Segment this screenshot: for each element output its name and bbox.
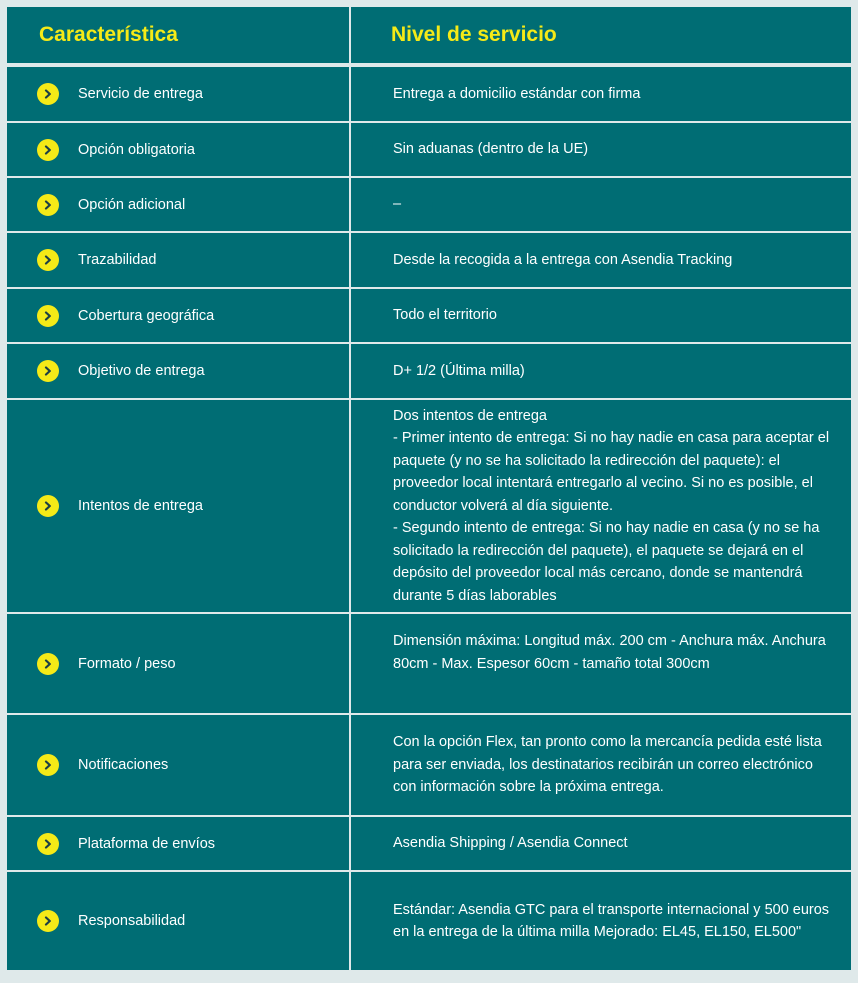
- chevron-right-icon: [37, 653, 59, 675]
- table-row: [7, 344, 851, 398]
- value-text: Sin aduanas (dentro de la UE): [393, 141, 589, 158]
- feature-label: Cobertura geográfica: [78, 307, 215, 324]
- feature-label: Opción adicional: [78, 196, 186, 213]
- table-row: [7, 872, 851, 970]
- feature-cell: [7, 400, 349, 612]
- chevron-right-icon: [37, 833, 59, 855]
- chevron-right-icon: [37, 249, 59, 271]
- table-row: [7, 233, 851, 287]
- feature-label: Opción obligatoria: [78, 141, 195, 158]
- header-service-level-label: Nivel de servicio: [391, 23, 557, 46]
- feature-cell: [7, 817, 349, 870]
- feature-cell: [7, 233, 349, 287]
- feature-label: Responsabilidad: [78, 913, 186, 929]
- value-text: Con la opción Flex, tan pronto como la mercancía pedida esté lista para ser enviada, los destinatarios recibirán un correo electrónico con información sobre la próxima entrega.: [393, 734, 822, 796]
- feature-cell: [7, 715, 349, 815]
- feature-label: Objetivo de entrega: [78, 363, 205, 379]
- table-row: [7, 289, 851, 342]
- chevron-right-icon: [37, 754, 59, 776]
- value-text: Desde la recogida a la entrega con Asendia Tracking: [393, 251, 733, 268]
- chevron-right-icon: [37, 910, 59, 932]
- service-table: [7, 7, 851, 970]
- feature-label: Notificaciones: [78, 757, 169, 773]
- value-cell: [351, 872, 851, 970]
- value-cell: [351, 400, 851, 612]
- chevron-right-icon: [37, 83, 59, 105]
- value-cell: [351, 715, 851, 815]
- value-text: Dos intentos de entrega - Primer intento de entrega: Si no hay nadie en casa para aceptar el paquete (y no se ha solicitado la redirección del paquete): el proveedor local intentará entregarlo al vecino. Si no es posible, el conductor volverá al día siguiente. - Segundo intento de entrega: Si no hay nadie en casa (y no se ha solicitado la redirección del paquete), el paquete se dejará en el depósito del proveedor local más cercano, donde se mantendrá durante 5 días laborables: [393, 407, 830, 604]
- value-text: Estándar: Asendia GTC para el transporte internacional y 500 euros en la entrega de la última milla Mejorado: EL45, EL150, EL500": [393, 901, 830, 940]
- feature-cell: [7, 344, 349, 398]
- chevron-right-icon: [37, 194, 59, 216]
- feature-cell: [7, 289, 349, 342]
- feature-label: Formato / peso: [78, 655, 176, 672]
- value-cell: [351, 123, 851, 176]
- table-row: [7, 123, 851, 176]
- header-feature: [7, 7, 349, 63]
- chevron-right-icon: [37, 360, 59, 382]
- value-cell: [351, 344, 851, 398]
- feature-label: Trazabilidad: [78, 252, 157, 268]
- chevron-right-icon: [37, 495, 59, 517]
- value-text: D+ 1/2 (Última milla): [393, 362, 525, 379]
- table-row: [7, 715, 851, 815]
- feature-cell: [7, 123, 349, 176]
- table-row: [7, 67, 851, 121]
- feature-label: Servicio de entrega: [78, 86, 203, 102]
- value-text: Entrega a domicilio estándar con firma: [393, 85, 641, 102]
- table-header: [7, 7, 851, 63]
- value-cell: [351, 817, 851, 870]
- value-cell: [351, 289, 851, 342]
- value-cell: [351, 178, 851, 231]
- feature-label: Intentos de entrega: [78, 498, 203, 514]
- table-row: [7, 614, 851, 713]
- chevron-right-icon: [37, 305, 59, 327]
- header-feature-label: Característica: [39, 23, 178, 46]
- feature-cell: [7, 614, 349, 713]
- table-row: [7, 178, 851, 231]
- feature-cell: [7, 872, 349, 970]
- value-cell: [351, 614, 851, 713]
- value-text: Asendia Shipping / Asendia Connect: [393, 835, 628, 852]
- table-row: [7, 400, 851, 612]
- table-row: [7, 817, 851, 870]
- value-text: Todo el territorio: [393, 307, 497, 324]
- value-text: –: [393, 196, 402, 213]
- value-cell: [351, 233, 851, 287]
- value-text: Dimensión máxima: Longitud máx. 200 cm - Anchura máx. Anchura 80cm - Max. Espesor 60cm - tamaño total 300cm: [393, 633, 826, 672]
- feature-label: Plataforma de envíos: [78, 835, 216, 852]
- feature-cell: [7, 67, 349, 121]
- header-service-level: [351, 7, 851, 63]
- value-cell: [351, 67, 851, 121]
- feature-cell: [7, 178, 349, 231]
- chevron-right-icon: [37, 139, 59, 161]
